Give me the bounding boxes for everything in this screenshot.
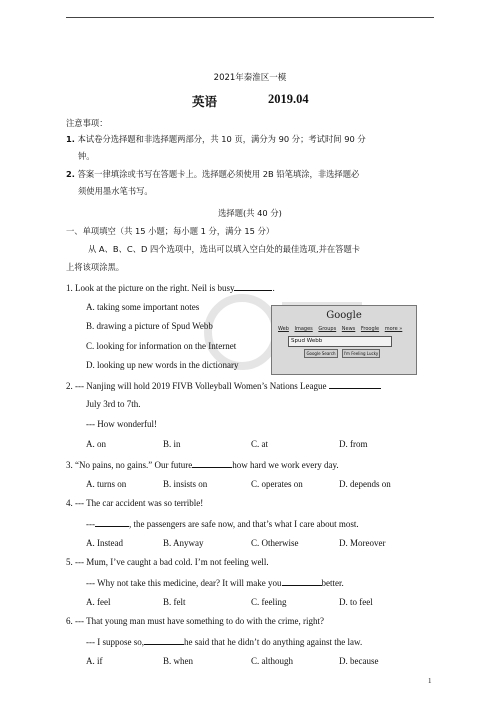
question-6-reply: [86, 636, 362, 647]
question-2: [66, 380, 381, 391]
nav-link: Images: [294, 326, 313, 332]
answer-blank: [144, 636, 184, 645]
question-stem: 1. Look at the picture on the right. Neil is busy: [66, 283, 235, 293]
question-3: [66, 459, 339, 470]
notice-text-cont: 须使用墨水笔书写。: [78, 186, 153, 196]
question-reply-start: --- I suppose so,: [86, 637, 144, 647]
option-b: B. when: [163, 656, 193, 666]
notice-heading: 注意事项：: [66, 118, 108, 128]
option-d: D. from: [339, 439, 368, 449]
option-d: D. to feel: [339, 597, 373, 607]
exam-title: 2021年秦淮区一模: [213, 73, 287, 83]
section-title: 选择题(共 40 分): [218, 208, 282, 218]
answer-blank: [282, 577, 322, 586]
option-b: B. insists on: [163, 479, 208, 489]
notice-num: 1.: [66, 134, 75, 144]
nav-link: more »: [384, 326, 403, 332]
question-reply-start: ---: [86, 519, 95, 529]
question-5: 5. --- Mum, I’ve caught a bad cold. I’m not feeling well.: [66, 557, 269, 567]
part-heading: 一、单项填空（共 15 小题；每小题 1 分，满分 15 分）: [66, 226, 275, 236]
subject-title: 英语: [192, 94, 218, 109]
question-5-reply: [86, 577, 344, 588]
option-d: D. Moreover: [339, 538, 386, 548]
option-b: B. drawing a picture of Spud Webb: [86, 321, 213, 331]
option-a: A. Instead: [86, 538, 123, 548]
option-a: A. turns on: [86, 479, 127, 489]
page-number: 1: [428, 677, 432, 685]
nav-link: News: [341, 326, 356, 332]
question-6: 6. --- That young man must have something to do with the crime, right?: [66, 616, 325, 626]
exam-date: 2019.04: [268, 92, 309, 106]
notice-num: 2.: [66, 169, 75, 179]
question-reply-end: he said that he didn’t do anything against the law.: [184, 637, 363, 647]
notice-item-1: [66, 133, 366, 145]
google-logo: Google: [326, 310, 362, 321]
google-search-field: Spud Webb: [288, 336, 392, 347]
option-c: C. feeling: [251, 597, 287, 607]
question-reply-end: , the passengers are safe now, and that’s what I care about most.: [129, 519, 359, 529]
option-a: A. if: [86, 656, 103, 666]
option-c: C. Otherwise: [251, 538, 299, 548]
instructions-line-1: 从 A、B、C、D 四个选项中，选出可以填入空白处的最佳选项,并在答题卡: [88, 244, 361, 254]
option-a: A. feel: [86, 597, 111, 607]
question-reply: --- How wonderful!: [86, 419, 157, 429]
option-b: B. felt: [163, 597, 186, 607]
answer-blank: [329, 380, 381, 389]
option-c: C. although: [251, 656, 293, 666]
option-c: C. at: [251, 439, 268, 449]
question-stem-cont: July 3rd to 7th.: [86, 399, 141, 409]
question-4: 4. --- The car accident was so terrible!: [66, 498, 204, 508]
question-1: [66, 282, 275, 293]
question-4-reply: [86, 518, 359, 529]
notice-item-2: [66, 168, 359, 180]
nav-link: Web: [278, 326, 289, 332]
option-d: D. because: [339, 656, 379, 666]
question-end: .: [272, 283, 275, 293]
question-reply-start: --- Why not take this medicine, dear? It will make you: [86, 578, 282, 588]
option-c: C. looking for information on the Internet: [86, 341, 237, 351]
google-nav: [278, 326, 406, 332]
answer-blank: [234, 282, 275, 293]
notice-text: 本试卷分选择题和非选择题两部分，共 10 页，满分为 90 分；考试时间 90 分: [77, 134, 366, 144]
google-search-picture: [271, 305, 417, 375]
question-stem: 2. --- Nanjing will hold 2019 FIVB Volleyball Women’s Nations League: [66, 381, 327, 391]
top-rule: [66, 17, 434, 18]
notice-text-cont: 钟。: [78, 151, 95, 161]
instructions-line-2: 上将该项涂黑。: [66, 262, 125, 272]
nav-link: Froogle: [360, 326, 380, 332]
answer-blank: [95, 518, 129, 527]
question-reply-end: better.: [321, 578, 344, 588]
question-stem-end: how hard we work every day.: [232, 460, 339, 470]
nav-link: Groups: [318, 326, 337, 332]
feeling-lucky-button: I'm Feeling Lucky: [343, 351, 379, 356]
option-c: C. operates on: [251, 479, 303, 489]
answer-blank: [192, 459, 232, 468]
option-a: A. on: [86, 439, 106, 449]
option-b: B. Anyway: [163, 538, 204, 548]
notice-text: 答案一律填涂或书写在答题卡上。选择题必须使用 2B 铅笔填涂，非选择题必: [77, 169, 360, 179]
option-a: A. taking some important notes: [86, 302, 200, 312]
google-search-button: Google Search: [304, 349, 338, 358]
option-d: D. looking up new words in the dictionary: [86, 360, 239, 370]
option-d: D. depends on: [339, 479, 391, 489]
question-stem: 3. “No pains, no gains.” Our future: [66, 460, 193, 470]
option-b: B. in: [163, 439, 181, 449]
